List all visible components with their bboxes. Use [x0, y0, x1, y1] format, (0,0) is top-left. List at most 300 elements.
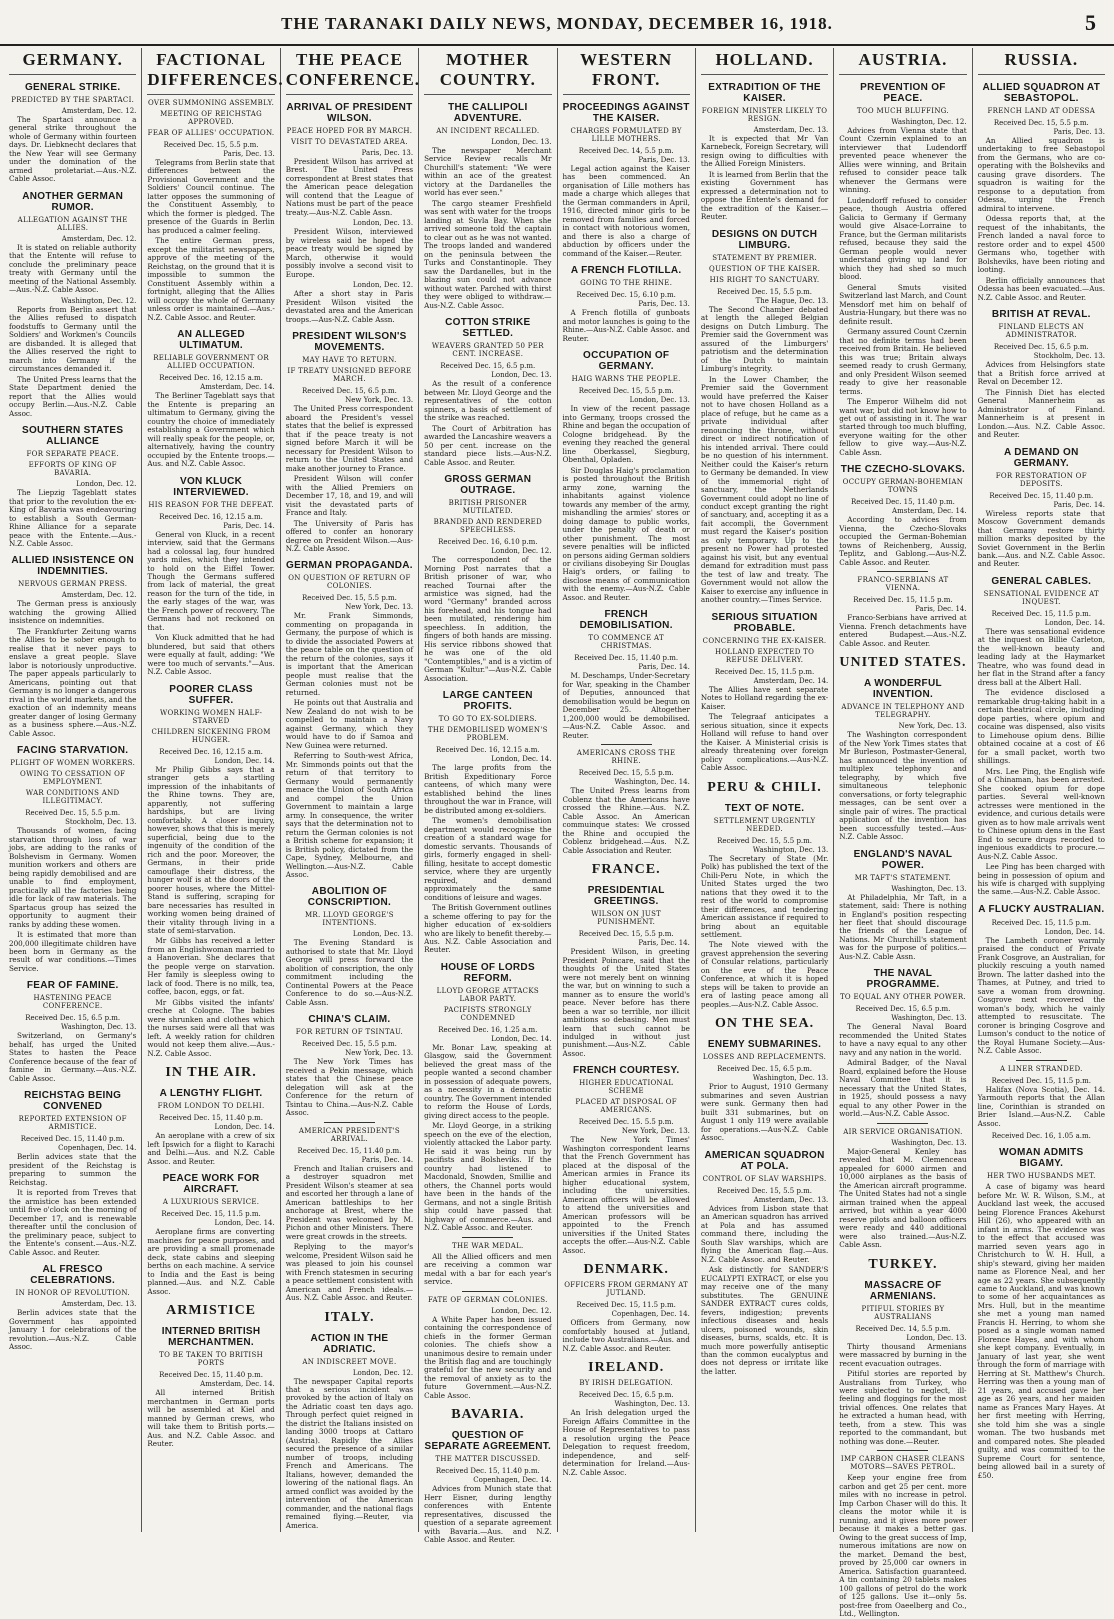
article-dateline: London, Dec. 14.	[214, 756, 275, 765]
article-paragraph: Switzerland, on Germany's behalf, has urged the United States to hasten the Peace Conference because of the fear of famine in Germany.—Aus.-N.Z. Cable Assoc.	[9, 1031, 137, 1083]
article-headline: A FLUCKY AUSTRALIAN.	[978, 903, 1105, 915]
article-paragraph: The Finnish Diet has elected General Mannerheim as Administrator of Finland. Mannerheim is at present in London.—Aus. N.Z. Cable Assoc. and Reuter.	[977, 387, 1105, 440]
section-heading: IN THE AIR.	[165, 1065, 257, 1081]
article-subheading: IN HONOR OF REVOLUTION.	[15, 1289, 130, 1298]
article-paragraph: Wireless reports state that Moscow Government demands that Germany restore thirty million marks deposited by the Soviet Government in the Berlin bank.—Aus. and N.Z. Cable Assoc. and Reuter.	[977, 508, 1105, 569]
article-paragraph: As the result of a conference between Mr. Lloyd George and the representatives of the cotton spinners, a basis of settlement of the strike was reached.	[424, 379, 552, 423]
received-line: Received Dec. 15, 5.5 p.m.	[578, 387, 674, 396]
article-paragraph: The Allies have sent separate Notes to Holland regarding the ex-Kaiser.	[700, 684, 829, 711]
article-paragraph: According to advices from Vienna, the Czecho-Slovaks occupied the German-Bohemian towns of Reichenberg, Aussig, Teplitz, and Gablong.—Aus-N.Z. Cable Assoc. and Reuter.	[839, 515, 967, 567]
article-paragraph: Germany assured Count Czernin that no definite terms had been received from Britain. He believed this was true; Britain always seemed ready to crush Germany, and only President Wilson seemed ready to give her reasonable terms.	[839, 327, 967, 396]
article-dateline: Paris, Dec. 14.	[638, 939, 690, 948]
article-dateline: Paris, Dec. 14.	[638, 663, 690, 672]
column-heading: RUSSIA.	[978, 48, 1105, 75]
article-paragraph: Major-General Kenley has revealed that M. Clemenceau appealed for 6000 airmen and 10,000 airplanes as the basis of the American aircraft programme. The United States had not a single airman trained when the appeal arrived, but within a year 4000 reserve pilots and balloon officers were ready and 440 additional were also trained.—Aus-N.Z. Cable Assn.	[839, 1146, 967, 1250]
article-subheading: PLACED AT DISPOSAL OF AMERICANS.	[575, 1098, 677, 1115]
article-headline: HOUSE OF LORDS REFORM.	[440, 961, 535, 984]
received-line: Received Dec. 15, 5.5 p.m.	[163, 141, 259, 149]
section-heading: DENMARK.	[583, 1262, 669, 1278]
article-paragraph: Referring to South-west Africa, Mr. Simmonds points out that the return of that territory to Germany would permanently menace the Union of South Africa and compel the Union Government to maintain a large army. In consequence, the writer says that the determination not to return the German colonies is not a British scheme for expansion; it is British policy, dictated from the Cape, Sydney, Melbourne, and Wellington.—Aus-N.Z. Cable Assoc.	[285, 751, 414, 879]
article-subheading: BY IRISH DELEGATION.	[579, 1379, 673, 1388]
article-paragraph: Telegrams from Berlin state that differences between the Provisional Government and the Soldiers' Council continue. The latter opposes the summoning of the Constituent Assembly, to which the former is pledged. The presence of the Guards in Berlin has produced a calmer feeling.	[147, 158, 275, 235]
article-headline: SOUTHERN STATES ALLIANCE	[22, 425, 124, 448]
article-headline: POORER CLASS SUFFER.	[169, 683, 253, 706]
article-paragraph: It is expected that Mr Van Karnebeck, Foreign Secretary, will resign owing to difficulties with the Allied Foreign Ministers.	[700, 134, 829, 169]
article-paragraph: Mr Gibbs has received a letter from an Englishwoman married to a Hanoverian. She declares that the people verge on starvation. Her family is sleepless owing to lack of food. There is no milk, tea, coffee, bacon, eggs, or fat.	[147, 936, 275, 997]
article-subheading: FOREIGN MINISTER LIKELY TO RESIGN.	[701, 107, 828, 123]
article-subheading: PACIFISTS STRONGLY CONDEMNED	[443, 1005, 532, 1022]
article-dateline: Paris, Dec. 13.	[638, 156, 690, 164]
article-dateline: London, Dec. 14.	[214, 1123, 275, 1132]
article-dateline: Amsterdam, Dec. 14.	[753, 676, 829, 685]
article-paragraph: Legal action against the Kaiser has been commenced. An organisation of Lille mothers has made a charge which alleges that the German commanders in April, 1916, directed minor girls to be removed from families and forced in contact with notorious women, and there is also a charge of abduction by officers under the command of the Kaiser.—Reuter.	[562, 164, 690, 258]
article-dateline: London, Dec. 13.	[352, 930, 414, 939]
article-paragraph: The New York Times' Washington correspondent learns that the French Government has placed at the disposal of the American armies in France its higher educational system, including the universities. American officers will be allowed to attend the universities and American professors will be appointed to the French universities if the United States accepts the offer.—Aus-N.Z. Cable Assoc.	[562, 1135, 690, 1255]
article-subheading: FOR RESTORATION OF DEPOSITS.	[995, 471, 1087, 488]
article-headline: VON KLUCK INTERVIEWED.	[173, 475, 249, 498]
article-dateline: New York, Dec. 13.	[898, 722, 967, 731]
article-subheading: MAY HAVE TO RETURN.	[302, 356, 397, 365]
article-dateline: New York, Dec. 13.	[621, 1127, 690, 1136]
article-paragraph: Advices from Munich state that Herr Eisner, during lengthy conferences with Entente representatives, discussed the question of a separate agreement with Bavaria.—Aus. and N.Z. Cable Assoc. and Reuter.	[424, 1484, 552, 1545]
article-paragraph: The Berliner Tageblatt says that the Entente is preparing an ultimatum to Germany, giving the country the choice of immediately establishing a Government which will really speak for the people, or, alternatively, having the country occupied by the Entente troops.—Aus. and N.Z. Cable Assoc.	[147, 391, 275, 469]
article-paragraph: Mr. Lloyd George, in a striking speech on the eve of the election, violently attacked the Labor party. He said it was being run by pacifists and Bolsheviks. If the country had listened to Macdonald, Snowden, Smillie and others, the Channel ports would have been in the hands of the Germans, and not a single British ship could have passed that highway of commerce.—Aus. and N.Z. Cable Assoc. and Reuter.	[424, 1121, 552, 1233]
article-paragraph: The United Press learns from Coblenz that the Americans have crossed the Rhine.—Aus. N.Z. Cable Assoc. An American commuinque states: We crossed the Rhine and occupied the Coblenz bridgehead.—Aus. N.Z. Cable Association and Reuter.	[562, 786, 690, 855]
article-paragraph: Advices from Helsingfors state that a British force arrived at Reval on December 12.	[977, 360, 1105, 387]
article-paragraph: An aeroplane with a crew of six left Ipswich for a flight to Karachi and Delhi.—Aus. and N.Z. Cable Assoc. and Reuter.	[147, 1131, 275, 1166]
article-headline: PRESIDENT WILSON'S MOVEMENTS.	[292, 331, 407, 354]
received-line: Received Dec. 15, 11.5 p.m.	[991, 918, 1091, 927]
article-dateline: London, Dec. 14.	[214, 1219, 275, 1228]
article-paragraph: French and Italian cruisers and a destroyer squadron met President Wilson's steamer at sea and escorted her through a lane of American battleships to her anchorage at Brest, where the President was welcomed by M. Pichon and other Ministers. There were great crowds in the streets.	[285, 1163, 414, 1241]
article-paragraph: The large profits from the British Expeditionary Force canteens, of which many were established behind the lines throughout the war in France, will be distributed among ex-soldiers.	[424, 763, 552, 815]
article-subheading: THE MATTER DISCUSSED.	[435, 1455, 541, 1464]
article-paragraph: In the Lower Chamber, the Premier said the Government would have preferred the Kaiser not to have chosen Holland as a place of refuge, but he came as a private individual after renouncing the throne, without direct or indirect notification of his intended arrival. There could be no question of his internment. Neither could the Kaiser's return to Germany be demanded. In view of the immemorial right of sanctuary, the Netherlands Government could adopt no line of conduct except granting the right of sanctuary, and, accepting it as a fait accompli, the Government must regard the Kaiser's position as only temporary. Up to the present no Power had protested against his visit, but any eventual demand for extradition must pass the test of law and treaty. The Government would not allow the Kaiser to exercise any influence in another country.—Times Service.	[700, 374, 829, 605]
page-number: 5	[1085, 10, 1096, 35]
article-subheading: FRANCO-SERBIANS AT VIENNA.	[857, 576, 949, 593]
article-headline: BRITISH AT REVAL.	[991, 309, 1091, 321]
article-dateline: Amsterdam, Dec. 14.	[892, 507, 967, 516]
received-line: Received Dec. 15, 11.5 p.m.	[991, 1076, 1091, 1085]
section-heading: ITALY.	[324, 1309, 375, 1325]
article-subheading: HOLLAND EXPECTED TO REFUSE DELIVERY.	[714, 647, 815, 664]
received-line: Received Dec. 15, 11.5 p.m.	[161, 1210, 261, 1219]
received-line: Received Dec. 15, 5.5 p.m.	[717, 287, 813, 296]
article-paragraph: Keep your engine free from carbon and get 25 per cent. more miles with no increase in petrol. Imp Carbon Chaser will do this. It cleans the motor while it is running, and it gives more power because it makes a better gas. Owing to the great success of Imp, numerous imitations are now on the market. Demand the best, proved by 25,000 car owners in America. Satisfaction guaranteed. A tin containing 20 tablets makes 100 gallons of petrol do the work of 125 gallons. Use it—only 5s. post-free from Oaeelberg and Co., Ltd., Wellington.	[839, 1473, 967, 1619]
article-subheading: CONTROL OF SLAV WARSHIPS.	[702, 1174, 827, 1183]
received-line: Received Dec. 15, 11.40 p.m.	[159, 1371, 263, 1380]
article-subheading: SETTLEMENT URGENTLY NEEDED.	[713, 816, 816, 833]
article-headline: THE NAVAL PROGRAMME.	[866, 968, 940, 991]
article-paragraph: Reports from Berlin assert that the Allies refused to dispatch foodstuffs to Germany until the Soldiers' and Workmen's Councils are disbanded. It is alleged that the Allies reserved the right to march into Germany if the circumstances demanded it.	[9, 304, 137, 374]
article-paragraph: The German press is anxiously watching the growing Allied insistence on indemnities.	[9, 599, 137, 626]
article-headline: ABOLITION OF CONSCRIPTION.	[307, 886, 392, 909]
article-dateline: Stockholm, Dec. 13.	[1033, 352, 1105, 361]
article-headline: OCCUPATION OF GERMANY.	[583, 350, 670, 373]
article-paragraph: The Evening Standard is authorised to state that Mr. Lloyd George will press forward the abolition of conscription, the only commitment including the Continental Powers at the Peace Conference to do so.—Aus-N.Z. Cable Assn.	[285, 938, 414, 1007]
article-subheading: PLIGHT OF WOMEN WORKERS.	[10, 759, 136, 768]
article-paragraph: Berlin officially announces that Odessa has been evacuated.—Aus. N.Z. Cable Assoc. and Reuter.	[977, 275, 1105, 302]
article-dateline: Paris, Dec. 13.	[223, 150, 275, 158]
section-heading: BAVARIA.	[451, 1407, 525, 1423]
received-line: Received Dec. 15, 5.5 p.m.	[301, 594, 397, 603]
article-subheading: REPORTED EXTENSION OF ARMISTICE.	[18, 1115, 127, 1132]
article-headline: A WONDERFUL INVENTION.	[863, 678, 942, 701]
article-paragraph: The Washington correspondent of the New York Times states that Mr Burleson, Postmaster-General, has announced the invention of multiplex telephony and telegraphy, by which five simultaneous telephonic conversations, or forty telegraphic messages, can be sent over a single pair of wires. The practical application of the invention has been successfully tested.—Aus-N.Z. Cable Assoc.	[839, 730, 967, 842]
article-paragraph: Thirty thousand Armenians were massacred by burning in the recent evacuation outrages.	[839, 1341, 967, 1368]
divider-rule	[462, 1291, 513, 1292]
article-paragraph: All interned British merchantmen in German ports will be assembled at Kiel and manned by German crews, who will take them to British ports.—Aus. and N.Z. Cable Assoc. and Reuter.	[147, 1388, 275, 1448]
article-subheading: TO GO TO EX-SOLDIERS.	[438, 715, 537, 724]
article-paragraph: The newspaper Capital reports that a serious incident was provoked by the action of Italy on the Adriatic coast ten days ago. Through perfect quiet reigned in the district the Italians insisted on landing 3000 troops at Cattaro (Austria). Rapidly the Allies secured the presence of a similar number of troops, including French and Americans. The Italians, however, demanded the lowering of the national flags. An armed conflict was avoided by the intervention of the American commander, and the national flags remained flying.—Reuter, via America.	[285, 1376, 414, 1530]
article-paragraph: The entire German press, except the militarist newspapers, approve of the meeting of the Reichstag, on the ground that it is impossible to summon the Constituent Assembly within a fortnight, alleging that the Allies will occupy the whole of Germany unless order is maintained.—Aus.-N.Z. Cable Assoc. and Reuter.	[147, 236, 275, 322]
article-paragraph: Berlin advices state that the president of the Reichstag is preparing to summon the Reichstag.	[9, 1152, 137, 1187]
article-subheading: GOING TO THE RHINE.	[580, 279, 673, 288]
section-heading: ON THE SEA.	[715, 1016, 815, 1032]
article-dateline: Washington, Dec. 13.	[752, 845, 829, 854]
article-paragraph: Mr. Frank Simmonds, commenting on propaganda in Germany, the purpose of which is to divide the associated Powers at the peace table on the question of the return of the colonies, says it is important that the American people must realise that the German colonies must not be returned.	[285, 611, 414, 697]
article-paragraph: An Irish delegation urged the Foreign Affairs Committee in the House of Representatives to pass a resolution urging the Peace Delegation to request freedom, independence, and self-determination for Ireland.—Aus-N.Z. Cable Assoc.	[562, 1408, 690, 1477]
divider-rule	[877, 1450, 928, 1451]
article-dateline: London, Dec. 13.	[491, 371, 552, 380]
article-subheading: AIR SERVICE ORGANISATION.	[843, 1127, 963, 1136]
section-heading: UNITED STATES.	[839, 655, 967, 671]
received-line: Received Dec. 15, 11.5 p.m.	[576, 1301, 676, 1310]
article-paragraph: The Second Chamber debated at length the alleged Belgian designs on Dutch Limburg. The Premier said the Government was assured of the Limburgers' patriotism and the determination of the Dutch to maintain Limburg's integrity.	[700, 304, 829, 374]
article-subheading: FATE OF GERMAN COLONIES.	[427, 1295, 548, 1304]
column-heading: THE PEACE CONFERENCE.	[286, 48, 413, 95]
article-dateline: Copenhagen, Dec. 14.	[58, 1144, 137, 1153]
article-subheading: FOR SEPARATE PEACE.	[26, 450, 119, 459]
column-mother-country	[419, 48, 557, 1545]
article-paragraph: The United Press correspondent aboard the President's vessel states that the belief is expressed that if the peace treaty is not signed before March it will be necessary for President Wilson to return to the United States and make another journey to France.	[285, 404, 414, 473]
article-headline: FEAR OF FAMINE.	[26, 980, 119, 992]
article-dateline: London, Dec. 14.	[1044, 927, 1105, 936]
article-headline: COTTON STRIKE SETTLED.	[445, 317, 531, 340]
article-paragraph: Pitiful stories are reported by Australians from Turkey, who were subjected to neglect, ill-feeling and floggings for the most trivial offences. One relates that he extracted a human head, with teeth, from a stew. This was reported to the commandant, but nothing was done.—Reuter.	[839, 1369, 967, 1446]
article-dateline: Amsterdam, Dec. 14.	[200, 1380, 275, 1389]
article-paragraph: Officers from Germany, now comfortably housed at Jutland, include two Australians.—Aus. and N.Z. Cable Assoc. and Reuter.	[562, 1318, 690, 1353]
column-germany	[4, 48, 142, 1532]
article-subheading: MR TAFT'S STATEMENT.	[854, 873, 952, 882]
article-dateline: Paris, Dec. 13.	[361, 149, 414, 157]
received-line: Received Dec. 15. 5.5 p.m.	[578, 1118, 674, 1127]
article-paragraph: Mrs. Lee Ping, the English wife of a Chinaman, has been arrested. She cooked opium for dope parties. Several well-known actresses were mentioned in the evidence, and curious details were given as to how male arrivals went to Chinese opium dens in the East End to secure drugs recorded to ingenious exaddicts to procure.—Aus-N.Z. Cable Assoc.	[977, 766, 1105, 861]
received-line: Received Dec. 15, 5.5 p.m.	[993, 119, 1089, 127]
article-dateline: London, Dec. 12.	[491, 547, 552, 556]
article-paragraph: Aeroplane firms are converting machines for peace purposes, and are providing a small promenade deck, state cabins and sleeping berths on each machine. A service to India and the East is being planned.—Aus. and N.Z. Cable Assoc.	[147, 1227, 275, 1296]
article-headline: ARRIVAL OF PRESIDENT WILSON.	[286, 102, 413, 124]
article-subheading: WORKING WOMEN HALF-STARVED	[160, 708, 263, 725]
article-subheading: QUESTION OF THE KAISER.	[709, 264, 821, 273]
article-dateline: Paris, Dec. 14.	[915, 605, 967, 614]
received-line: Received Dec. 15, 11.40 p.m.	[159, 1114, 263, 1123]
received-line: Received Dec. 16, 1.05 a.m.	[991, 1132, 1091, 1141]
article-headline: QUESTION OF SEPARATE AGREEMENT.	[424, 1430, 552, 1453]
section-heading: IRELAND.	[588, 1360, 665, 1376]
article-paragraph: The Secretary of State (Mr. Polk) has published the text of the Chili-Peru Note, in which the United States urged the two nations that they owed it to the rest of the world to compromise their differences, and tendering American assistance if required to bring about an equitable settlement.	[700, 853, 829, 939]
article-paragraph: The correspondent of the Morning Post narrates that a British prisoner of war, who reached Tournai after the armistice was signed, had the word "Germany" branded across his forehead, and his tongue had been mutilated, rendering him speechless. In addition, the fingers of both hands are missing. His service ribbons showed that he was one of the old "Contemptibles," and is a victim of German "Kultur."—Aus-N.Z. Cable Association.	[424, 555, 552, 683]
column-western-front	[558, 48, 696, 1532]
column-heading: HOLLAND.	[701, 48, 828, 75]
article-headline: ENGLAND'S NAVAL POWER.	[853, 848, 953, 871]
article-dateline: London, Dec. 13.	[491, 138, 552, 146]
article-subheading: THE DEMOBILISED WOMEN'S PROBLEM.	[427, 726, 548, 743]
article-dateline: London, Dec. 13.	[352, 219, 414, 228]
article-subheading: FROM LONDON TO DELHI.	[157, 1102, 265, 1111]
received-line: Received Dec. 15, 6.5 p.m.	[578, 1391, 674, 1400]
article-headline: ENEMY SUBMARINES.	[707, 1039, 822, 1051]
article-headline: FRENCH DEMOBILISATION.	[579, 609, 673, 632]
article-headline: AN ALLEGED ULTIMATUM.	[177, 329, 245, 352]
article-paragraph: Prior to August, 1910 Germany submarines and seven Austrian were sunk. Germany then had built 331 submarines, but on August 1 only 119 were available for operations.—Aus-N.Z. Cable Assoc.	[700, 1082, 829, 1143]
article-paragraph: Thousands of women, facing starvation through loss of war jobs, are adding to the ranks of Bolshevism in Germany. Women munition workers and others are being rapidly demobilised and are unable to find employment, practically all the factories being idle for lack of raw materials. The Spartacus group has seized the opportunity to augment their ranks by adding these women.	[9, 826, 137, 929]
article-paragraph: Halifax (Nova Scotia), Dec. 14. Yarmouth reports that the Allan line, Corinthian is stranded on Brier Island.—Aus-N.Z. Cable Assoc.	[977, 1084, 1105, 1128]
article-subheading: IF TREATY UNSIGNED BEFORE MARCH.	[287, 367, 412, 384]
article-headline: GENERAL STRIKE.	[24, 82, 121, 93]
article-subheading: WEAVERS GRANTED 50 PER CENT. INCREASE.	[431, 342, 544, 359]
column-heading: WESTERN FRONT.	[563, 48, 690, 95]
article-dateline: Amsterdam, Dec. 13.	[61, 1300, 137, 1309]
article-subheading: TOO MUCH BLUFFING.	[856, 107, 949, 115]
article-subheading: BRITISH PRISONER MUTILATED.	[448, 499, 527, 516]
article-subheading: HIGHER EDUCATIONAL SCHEME	[579, 1079, 674, 1096]
section-heading: FRANCE.	[591, 862, 661, 878]
section-heading: TURKEY.	[868, 1256, 938, 1272]
article-paragraph: Lee Ping has been charged with being in possession of opium and his wife is charged with supplying the same.—Aus-N.Z. Cable Assoc.	[977, 862, 1105, 897]
column-heading: MOTHER COUNTRY.	[424, 48, 551, 95]
received-line: Received Dec. 16, 12.15 a.m.	[159, 747, 263, 756]
article-headline: ALLIED SQUADRON AT SEBASTOPOL.	[982, 82, 1101, 104]
article-subheading: BRANDED AND RENDERED SPEECHLESS.	[433, 518, 543, 535]
article-dateline: London, Dec. 14.	[491, 1034, 552, 1043]
section-heading: ARMISTICE	[166, 1303, 257, 1319]
column-heading: AUSTRIA.	[839, 48, 966, 75]
article-subheading: EFFORTS OF KING OF BAVARIA.	[28, 461, 117, 478]
received-line: Received Dec. 16, 1.25 a.m.	[438, 1025, 538, 1034]
column-heading: GERMANY.	[9, 48, 136, 75]
divider-rule	[877, 1123, 928, 1124]
article-subheading: AMERICAN PRESIDENT'S ARRIVAL.	[298, 1126, 400, 1143]
article-subheading: THE WAR MEDAL.	[452, 1241, 524, 1250]
article-paragraph: It is stated on reliable authority that the Entente will refuse to conclude the preliminary peace treaty with Germany until the meeting of the National Assembly.—Aus.-N.Z. Cable Assoc.	[9, 242, 137, 295]
article-paragraph: Berlin advices state that the Government has appointed January 1 for celebrations of the revolution.—Aus.-N.Z. Cable Assoc.	[9, 1308, 137, 1352]
article-headline: INTERNED BRITISH MERCHANTMEN.	[161, 1326, 261, 1349]
article-dateline: Amsterdam, Dec. 14.	[200, 383, 275, 392]
article-subheading: HER TWO HUSBANDS MET.	[986, 1172, 1096, 1181]
article-subheading: WILSON ON JUST PUNISHMENT.	[591, 910, 662, 927]
article-subheading: WAR CONDITIONS AND ILLEGITIMACY.	[25, 789, 120, 806]
article-subheading: IMP CARBON CHASER CLEANS MOTORS—SAVES PETROL.	[840, 1455, 965, 1472]
received-line: Received Dec. 15, 6.5 p.m.	[855, 1005, 951, 1014]
article-headline: A DEMAND ON GERMANY.	[1004, 446, 1079, 469]
received-line: Received Dec. 15, 11.40 p.m.	[297, 1146, 402, 1155]
article-headline: LARGE CANTEEN PROFITS.	[442, 690, 533, 713]
article-paragraph: Von Kluck admitted that he had blundered, but said that others were equally at fault, adding: "We were too much of servants."—Aus. N.Z. Cable Assoc.	[147, 633, 275, 677]
article-subheading: HIS RIGHT TO SANCTUARY.	[709, 275, 820, 284]
received-line: Received Dec. 14, 5.5 p.m.	[578, 147, 674, 155]
article-paragraph: Ludendorff refused to consider peace, though Austria offered Galicia to Germany if Germany would give Alsace-Lorraine to France, but the German militarists refused, because they said the German people would never understand giving up land for which they had shed so much blood.	[839, 195, 967, 282]
article-dateline: Washington, Dec. 13.	[891, 1138, 967, 1147]
article-subheading: OCCUPY GERMAN-BOHEMIAN TOWNS	[842, 478, 964, 495]
divider-rule	[324, 1122, 375, 1123]
article-subheading: OVER SUMMONING ASSEMBLY.	[147, 99, 275, 107]
article-headline: GROSS GERMAN OUTRAGE.	[444, 474, 532, 497]
article-dateline: Washington, Dec. 12.	[61, 296, 137, 305]
article-paragraph: The Note viewed with the gravest apprehension the severing of Consular relations, particularly on the eve of the Peace Conference, at which it is hoped steps will be taken to provide an era of lasting peace among all peoples.—Aus-N.Z. Cable Assoc.	[700, 940, 829, 1009]
article-paragraph: The British Government outlines a scheme offering to pay for the higher education of ex-soldiers who are likely to benefit thereby.—Aus. N.Z. Cable Association and Reuter.	[424, 903, 552, 955]
article-paragraph: A case of bigamy was heard before Mr. W. R. Wilson, S.M., at Auckland last week, the accused being Florence Frances Akehurst Hill (26), who appeared with an infant in arms. The evidence was to the effect that accused was married seven years ago in Christchurch to W. H. Hull, a ship's steward, giving her maiden name as Florence Neal, and her age as 22 years. She subsequently came to Auckland, and was known to some of her acquaintances as Mrs. Hull, but in the meantime she met a young man named Francis H. Herring, to whom she posed as a single woman named Florence Hayes, and with whom she kept company. Eventually, in January of last year, she went through the form of marriage with Herring at St. Matthew's Church. Herring was then a young man of 21 years, and accused gave her age as 26 years, and her maiden name as Frances Mary Hayes. At her first meeting with Herring, she told him she was a single woman. The two husbands met and compared notes. She pleaded guilty, and was committed to the Supreme Court for sentence, being allowed bail in a surety of £50.	[977, 1182, 1105, 1480]
received-line: Received Dec. 16, 12.15 a.m.	[436, 746, 540, 755]
article-subheading: ALLEGATION AGAINST THE ALLIES.	[17, 215, 128, 232]
article-paragraph: The New York Times has received a Pekin message, which states that the Chinese peace delegation will ask at the Conference for the return of Tsintau to China.—Aus-N.Z. Cable Assoc.	[285, 1057, 414, 1118]
article-subheading: PREDICTED BY THE SPARTACI.	[11, 96, 135, 104]
article-paragraph: A White Paper has been issued containing the correspondence of chiefs in the former German colonies. The chiefs show a unanimous desire to remain under the British flag and are touchingly grateful for the new security and the removal of anxiety as to the future Government.—Aus-N.Z. Cable Assoc.	[424, 1314, 552, 1400]
article-subheading: CHARGES FORMULATED BY LILLE MOTHERS.	[570, 127, 682, 143]
article-paragraph: The United Press learns that the State Department denied the report that the Allies would occupy Berlin.—Aus.-N.Z. Cable Assoc.	[9, 374, 137, 418]
article-paragraph: The evidence disclosed a remarkable drug-taking habit in a certain theatrical circle, including dope parties, where opium and cocaine was dispensed, also visits to Limehouse opium dens. Billie obtained cocaine at a cost of £6 for a small packet, worth two shillings.	[977, 688, 1105, 766]
article-subheading: NERVOUS GERMAN PRESS.	[18, 580, 128, 589]
article-headline: ALLIED INSISTENCE ON INDEMNITIES.	[11, 555, 135, 578]
received-line: Received Dec. 15, 6.5 p.m.	[25, 1014, 121, 1023]
article-headline: PRESIDENTIAL GREETINGS.	[587, 885, 665, 908]
article-headline: EXTRADITION OF THE KAISER.	[708, 82, 821, 104]
article-headline: A FRENCH FLOTILLA.	[570, 265, 682, 277]
article-paragraph: All the Allied officers and men are receiving a common war medal with a bar for each year's service.	[424, 1251, 552, 1287]
article-dateline: London, Dec. 13.	[629, 396, 690, 405]
article-headline: WOMAN ADMITS BIGAMY.	[999, 1147, 1084, 1170]
article-paragraph: The Liepzig Tageblatt states that prior to the revolution the ex-King of Bavaria was endeavouring to establish a South German-Rhine Alliance for a separate peace with the Entente.—Aus.-N.Z. Cable Assoc.	[9, 488, 137, 548]
article-subheading: OWING TO CESSATION OF EMPLOYMENT.	[20, 770, 126, 787]
article-subheading: AN INDISCREET MOVE.	[302, 1357, 397, 1366]
article-headline: PREVENTION OF PEACE.	[860, 82, 946, 104]
article-subheading: SENSATIONAL EVIDENCE AT INQUEST.	[983, 589, 1100, 606]
article-paragraph: Replying to the mayor's welcome, President Wilson said he was pleased to join his counsel with French statesmen in securing a peace settlement consistent with American and French ideals.—Aus. N.Z. Cable Assoc. and Reuter.	[285, 1242, 414, 1303]
received-line: Received Dec. 15, 11.40 p.m.	[435, 1467, 540, 1476]
article-paragraph: It is estimated that more than 200,000 illegitimate children have been born in Germany as the result of war conditions.—Times Service.	[9, 930, 137, 973]
article-paragraph: The women's demobilisation department would recognise the creation of a standard wage for domestic servants. Thousands of girls, formerly engaged in shell-filling, hesitate to accept domestic service, where they are urgently required, and demand approximately the same conditions of leisure and wages.	[424, 816, 552, 902]
article-headline: FACING STARVATION.	[17, 745, 129, 757]
masthead	[0, 0, 1114, 46]
article-headline: ACTION IN THE ADRIATIC.	[310, 1332, 389, 1355]
received-line: Received Dec. 15, 5.5 p.m.	[578, 930, 674, 939]
article-dateline: Paris, Dec. 14.	[223, 521, 275, 530]
article-subheading: TO EQUAL ANY OTHER POWER.	[839, 993, 966, 1002]
article-dateline: London, Dec. 13.	[906, 1333, 967, 1342]
article-headline: MASSACRE OF ARMENIANS.	[864, 1279, 942, 1302]
article-dateline: Stockholm, Dec. 13.	[65, 818, 137, 827]
article-paragraph: President Wilson, in greeting President Poincare, said that the thoughts of the United States were not merely bent on winning the war, but on winning to such a manner as to ensure the world's peace. Never before has there been a war so terrible, nor illicit ambitions so debasing. Men must learn that such cannot be indulged in without just punishment.—Aus-N.Z. Cable Assoc.	[562, 947, 690, 1058]
received-line: Received Dec. 15, 11.40 p.m.	[20, 1135, 125, 1144]
article-dateline: Washington, Dec. 13.	[752, 1074, 829, 1083]
section-heading: PERU & CHILI.	[707, 779, 822, 795]
article-subheading: OFFICERS FROM GERMANY AT JUTLAND.	[564, 1281, 689, 1298]
article-paragraph: The Frankfurter Zeitung warns the Allies to be sober enough to realise that it never pays to enslave a great people. Slave labor is notoriously unproductive. The paper appeals particularly to Americans, pointing out that Germany is no longer a dangerous rival in the world markets, and the exaction of an indemnity means greater danger of losing Germany as a business sphere.—Aus.-N.Z. Cable Assoc.	[9, 626, 137, 738]
article-dateline: New York, Dec. 13.	[345, 1049, 414, 1058]
divider-rule	[1016, 1060, 1067, 1061]
article-paragraph: A French flotilla of gunboats and motor launches is going to the Rhine.—Aus-N.Z. Cable Assoc. and Reuter.	[562, 308, 690, 343]
article-headline: AL FRESCO CELEBRATIONS.	[30, 1264, 116, 1287]
article-subheading: A LUXURIOUS SERVICE.	[162, 1198, 260, 1207]
article-subheading: VISIT TO DEVASTATED AREA.	[291, 138, 408, 146]
received-line: Received Dec. 14, 5.5 p.m.	[855, 1324, 951, 1333]
article-paragraph: Advices from Vienna state that Count Czernin explained to an interviewer that Ludendorff prevented peace whenever the Allies were winning, and Britain refused to consider peace talk whenever the Germans were winning.	[839, 126, 967, 195]
received-line: Received Dec. 16, 12.15 a.m.	[159, 374, 263, 383]
article-dateline: Amsterdam, Dec. 12.	[61, 591, 137, 600]
article-subheading: LOSSES AND REPLACEMENTS.	[702, 1053, 827, 1062]
article-dateline: London, Dec. 12.	[491, 1306, 552, 1315]
article-subheading: MR. LLOYD GEORGE'S INTENTIONS.	[304, 911, 394, 928]
article-dateline: London, Dec. 12.	[352, 1368, 414, 1377]
article-subheading: RELIABLE GOVERNMENT OR ALLIED OCCUPATION.	[153, 354, 269, 371]
article-paragraph: President Wilson will confer with the Allied Premiers on December 17, 18, and 19, and will visit the devastated parts of France and Italy.	[285, 474, 414, 518]
article-paragraph: Sir Douglas Haig's proclamation is posted throughout the British army zone, warning the inhabitants against violence towards any member of the army, mishandling the armies' stores or doing damage to public works, under the penalty of death or other punishment. The most severe penalties will be inflicted on persons aiding German soldiers or civilians disobeying Sir Douglas Haig's orders, or failing to disclose means of communication with the enemy.—Aus-N.Z. Cable Assoc. and Reuter.	[562, 465, 690, 602]
article-paragraph: The Lambeth coroner warmly praised the conduct of Private Frank Cosgrove, an Australian, for pluckily rescuing a youth named Brown. The latter dashed into the Thames, at Putney, and tried to save a woman from drowning. Cosgrove next recovered the woman's body, which he vainly attempted to resuscitate. The coroner is bringing Cosgrove and Lumson's conduct to the notice of the Royal Humane Society.—Aus-N.Z. Cable Assoc.	[977, 935, 1105, 1056]
column-heading: FACTIONAL DIFFERENCES.	[147, 48, 274, 95]
article-paragraph: Mr. Bonar Law, speaking at Glasgow, said the Government believed the great mass of the people wanted a second chamber in possession of adequate powers, as a necessity in a democratic country. The Government intended to reform the House of Lords, giving direct access to the people.	[424, 1042, 552, 1120]
column-austria	[834, 48, 972, 1619]
article-headline: TEXT OF NOTE.	[724, 802, 805, 814]
article-subheading: CHILDREN SICKENING FROM HUNGER.	[151, 727, 271, 744]
article-paragraph: It is learned from Berlin that the existing Government has expressed a determination not to oppose the Entente's demand for the extradition of the Kaiser.—Reuter.	[700, 169, 829, 222]
received-line: Received Dec. 15, 6.10 p.m.	[576, 291, 676, 300]
article-dateline: Washington, Dec. 13.	[61, 1023, 137, 1032]
article-paragraph: The Court of Arbitration has awarded the Lancashire weavers a 50 per cent. increase on the standard piece lists.—Aus-N.Z. Cable Assoc. and Reuter.	[424, 423, 552, 467]
column-russia	[973, 48, 1110, 1532]
article-paragraph: Franco-Serbians have arrived at Vienna. French detachments have entered Budapest.—Aus.-N.Z. Cable Assoc. and Reuter.	[839, 613, 967, 648]
column-factional-differences	[142, 48, 284, 1532]
article-dateline: Paris, Dec. 14.	[1053, 500, 1105, 509]
article-dateline: Copenhagen, Dec. 14.	[473, 1476, 552, 1485]
article-dateline: Washington, Dec. 13.	[891, 884, 967, 893]
article-paragraph: Mr Gibbs visited the infants' creche at Cologne. The babies were shrunken and clothes which the nurses said were all that was left. A weekly ration for children would not keep them alive.—Aus.-N.Z. Cable Assoc.	[147, 997, 275, 1058]
received-line: Received Dec. 15, 6.5 p.m.	[301, 387, 397, 396]
article-headline: PEACE WORK FOR AIRCRAFT.	[162, 1173, 260, 1196]
article-subheading: FEAR OF ALLIES' OCCUPATION.	[147, 129, 275, 137]
article-headline: DESIGNS ON DUTCH LIMBURG.	[711, 228, 818, 251]
article-headline: FRENCH COURTESY.	[572, 1065, 680, 1077]
article-paragraph: After a short stay in Paris President Wilson visited the devastated area and the American troops.—Aus-N.Z. Cable Assn.	[285, 289, 414, 324]
article-headline: SERIOUS SITUATION PROBABLE.	[711, 611, 818, 634]
article-dateline: Washington, Dec. 14.	[614, 778, 690, 787]
article-paragraph: President Wilson, interviewed by wireless said he hoped the peace treaty would be signed by March, otherwise it would possibly involve a second visit to Europe.	[285, 227, 414, 279]
article-paragraph: Admiral Badger, of the Naval Board, explained before the House Naval Committee that it is necessary that the United States, in 1925, should possess a navy equal to any other Power in the world.—Aus-N.Z. Cable Assoc.	[839, 1058, 967, 1119]
article-subheading: FINLAND ELECTS AN ADMINISTRATOR.	[998, 323, 1085, 340]
received-line: Received Dec. 15, 11.40 p.m.	[851, 498, 955, 507]
article-headline: THE CALLIPOLI ADVENTURE.	[448, 102, 528, 124]
article-dateline: Amsterdam, Dec. 12.	[61, 234, 137, 243]
article-dateline: Washington, Dec. 13.	[891, 1014, 967, 1023]
article-dateline: Paris, Dec. 13.	[1053, 128, 1105, 136]
column-holland	[696, 48, 834, 1532]
article-subheading: HAIG WARNS THE PEOPLE.	[571, 375, 681, 384]
article-paragraph: The Emperor Wilhelm did not want war, but did not know how to get out of assisting in it. The war started through too much bluffing, everyone waiting for the other fellow to give way.—Aus-N.Z. Cable Assn.	[839, 397, 967, 457]
article-subheading: PEACE HOPED FOR BY MARCH.	[286, 127, 413, 135]
received-line: Received Dec. 15, 5.5 p.m.	[301, 1040, 397, 1049]
article-paragraph: General von Kluck, in a recent interview, said that the Germans had a colossal lag, four hundred yards miles, which they intended to hold on the Eiffel Tower. Though the Germans suffered from lack of material, the great reason for the turn of the tide, in the early stages of the war, was the French power of recovery. The Germans had not reckoned on that.	[147, 529, 275, 632]
article-paragraph: The Spartaci announce a general strike throughout the whole of Germany within fourteen days. Dr. Liebknecht declares that the New Year will see Germany under the domination of the armed proletariat.—Aus.-N.Z. Cable Assoc.	[9, 115, 137, 184]
article-dateline: New York, Dec. 13.	[345, 603, 414, 612]
article-dateline: Washington, Dec. 13.	[614, 1400, 690, 1409]
divider-rule	[462, 1237, 513, 1238]
article-subheading: LLOYD GEORGE ATTACKS LABOR PARTY.	[436, 986, 539, 1003]
received-line: Received Dec. 15, 11.40 p.m.	[574, 654, 679, 663]
article-dateline: The Hague, Dec. 13.	[755, 296, 829, 305]
article-headline: PROCEEDINGS AGAINST THE KAISER.	[562, 102, 690, 124]
article-subheading: TO BE TAKEN TO BRITISH PORTS	[159, 1351, 263, 1368]
article-paragraph: Ask distinctly for SANDER'S EUCALYPTI EXTRACT, or else you may receive one of the many substitutes. The GENUINE SANDER EXTRACT cures colds, fevers, indigestion; prevents infectious diseases and heals ulcers, poisoned wounds, skin diseases, burns, scalds, etc. It is much more powerfully antiseptic than the common eucalyptus and does not depress or irritate like the latter.	[700, 1265, 829, 1376]
article-paragraph: Advices from Lisbon state that an American squadron has arrived at Pola and has assumed command there, including the South Slav warships, which are flying the American flag.—Aus. N.Z. Cable Assoc. and Reuter.	[700, 1203, 829, 1264]
